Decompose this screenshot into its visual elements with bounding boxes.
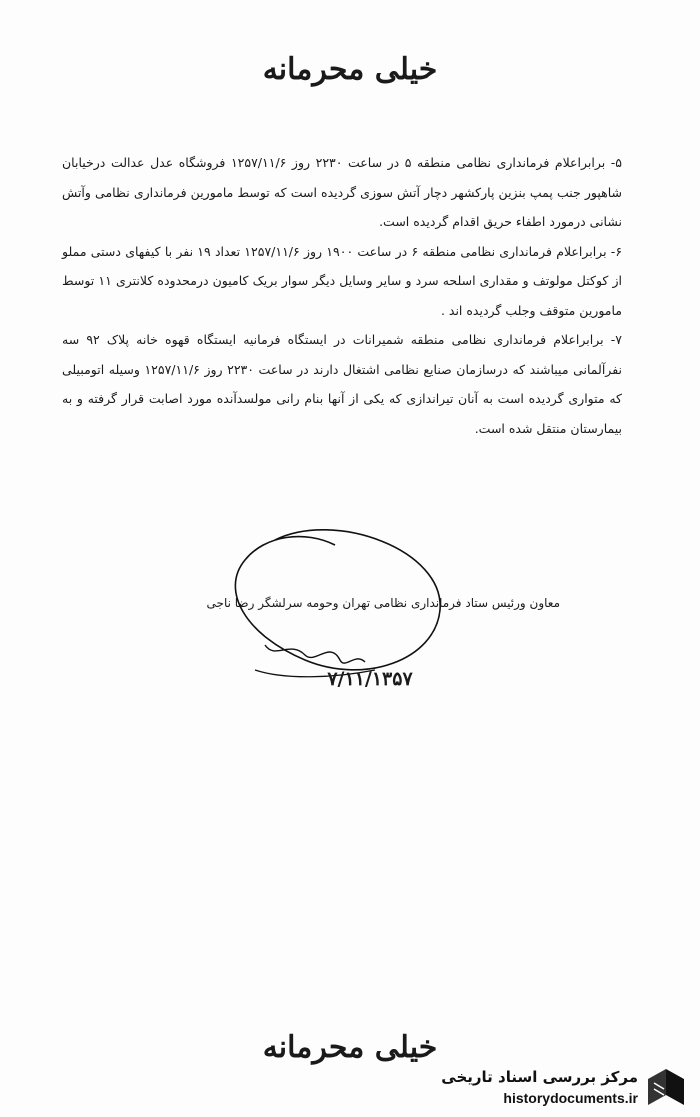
classification-footer: خیلی محرمانه: [262, 1030, 438, 1065]
book-logo-icon: [644, 1063, 688, 1111]
paragraph-item-7: ۷- برابراعلام فرمانداری نظامی منطقه شمیرانات در ایستگاه فرمانیه ایستگاه قهوه خانه پلاک ۹۲ سه نفرآلمانی میباشند که درسازمان صنایع نظامی اشتغال دارند در ساعت ۲۲۳۰ روز ۱۲۵۷/۱۱/۶ وسیله اتومبیلی که متواری گردیده است به آنان تیراندازی که یکی از آنها بنام رانی مولسدآنده مورد اصابت قرار گرفته و به بیمارستان منتقل شده است.: [62, 332, 622, 436]
watermark-url: historydocuments.ir: [503, 1090, 638, 1106]
watermark-org-name: مرکز بررسی اسناد تاریخی: [441, 1068, 638, 1086]
classification-header: خیلی محرمانه: [262, 52, 438, 87]
document-body: [62, 148, 622, 443]
signer-line: معاون ورئیس ستاد فرمانداری نظامی تهران وحومه سرلشگر رضا ناجی: [206, 596, 560, 610]
paragraph-item-6: ۶- برابراعلام فرمانداری نظامی منطقه ۶ در ساعت ۱۹۰۰ روز ۱۲۵۷/۱۱/۶ تعداد ۱۹ نفر با کیفهای دستی مملو از کوکتل مولوتف و مقداری اسلحه سرد و سایر وسایل دیگر سوار بریک کامیون درمحدوده کلانتری ۱۱ توسط مامورین متوقف وجلب گردیده اند .: [62, 243, 623, 318]
paragraph-item-5: ۵- برابراعلام فرمانداری نظامی منطقه ۵ در ساعت ۲۲۳۰ روز ۱۲۵۷/۱۱/۶ فروشگاه عدل عدالت درخیابان شاهپور جنب پمپ بنزین پارکشهر دچار آتش سوزی گردیده است که توسط مامورین فرمانداری نظامی وآتش نشانی درمورد اطفاء حریق اقدام گردیده است.: [62, 155, 623, 229]
handwritten-date: ۷/۱۱/۱۳۵۷: [327, 668, 413, 690]
